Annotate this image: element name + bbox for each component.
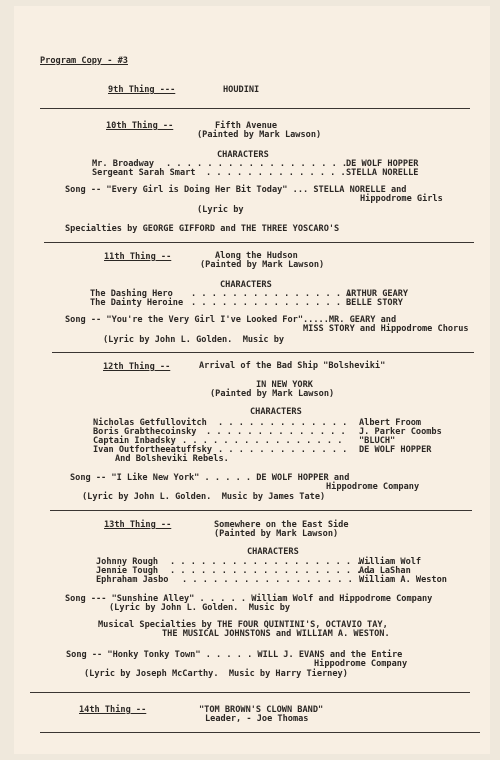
section-11-painter: (Painted by Mark Lawson) xyxy=(200,260,325,270)
section-13-song2-cont: Hippodrome Company xyxy=(314,659,408,669)
section-13-cast-actor: Ada LaShan xyxy=(359,566,411,576)
section-11-title: Along the Hudson xyxy=(215,251,298,261)
section-12-cast-role: Captain Inbadsky xyxy=(93,436,176,446)
section-10-heading: 10th Thing -- xyxy=(106,121,174,131)
section-13-cast-role: Jennie Tough xyxy=(96,566,159,576)
leader-dots: . . . . . . . . . . . . . . . . xyxy=(191,298,352,308)
section-13-cast-role: Ephraham Jasbo xyxy=(96,575,169,585)
section-11-cast-actor: BELLE STORY xyxy=(346,298,403,308)
divider xyxy=(40,732,480,733)
section-10-painter: (Painted by Mark Lawson) xyxy=(197,130,322,140)
section-14-title: "TOM BROWN'S CLOWN BAND" xyxy=(199,705,324,715)
section-13-cast-role: Johnny Rough xyxy=(96,557,159,567)
section-12-cast-role: Boris Grabthecoinsky xyxy=(93,427,197,437)
divider xyxy=(52,352,474,353)
section-10-cast-actor: DE WOLF HOPPER xyxy=(346,159,419,169)
section-12-location: IN NEW YORK xyxy=(256,380,313,390)
section-14-leader: Leader, - Joe Thomas xyxy=(205,714,309,724)
section-13-song2-lyric: (Lyric by Joseph McCarthy. Music by Harry Tierney) xyxy=(84,669,348,679)
section-12-characters-label: CHARACTERS xyxy=(250,407,302,417)
section-10-song-cont: Hippodrome Girls xyxy=(360,194,443,204)
section-10-song: Song -- "Every Girl is Doing Her Bit Today" ... STELLA NORELLE and xyxy=(65,185,407,195)
section-12-cast-role: Nicholas Getfullovitch xyxy=(93,418,207,428)
leader-dots: . . . . . . . . . . . . . . . . xyxy=(191,289,352,299)
section-12-painter: (Painted by Mark Lawson) xyxy=(210,389,335,399)
section-12-song: Song -- "I Like New York" . . . . . DE WOLF HOPPER and xyxy=(70,473,350,483)
section-13-cast-actor: William A. Weston xyxy=(359,575,447,585)
section-11-cast-role: The Dashing Hero xyxy=(90,289,173,299)
section-12-cast-extra: And Bolsheviki Rebels. xyxy=(115,454,229,464)
section-12-title: Arrival of the Bad Ship "Bolsheviki" xyxy=(199,361,386,371)
section-9-heading: 9th Thing --- xyxy=(108,85,176,95)
leader-dots: . . . . . . . . . . . . . . . . . . . . xyxy=(170,557,372,567)
leader-dots: . . . . . . . . . . . . . . . xyxy=(206,168,357,178)
program-header: Program Copy - #3 xyxy=(40,56,128,66)
section-13-specialties: Musical Specialties by THE FOUR QUINTINI'S, OCTAVIO TAY, xyxy=(98,620,388,630)
section-13-cast-actor: William Wolf xyxy=(359,557,422,567)
section-9-title: HOUDINI xyxy=(223,85,260,95)
section-12-cast-actor: Albert Froom xyxy=(359,418,422,428)
section-11-cast-role: The Dainty Heroine xyxy=(90,298,184,308)
divider xyxy=(30,692,470,693)
section-12-cast-actor: J. Parker Coombs xyxy=(359,427,442,437)
paper-page xyxy=(14,6,490,754)
section-12-heading: 12th Thing -- xyxy=(103,362,171,372)
section-10-cast-role: Sergeant Sarah Smart xyxy=(92,168,196,178)
divider xyxy=(44,242,474,243)
divider xyxy=(50,510,472,511)
section-12-cast-actor: "BLUCH" xyxy=(359,436,396,446)
section-11-heading: 11th Thing -- xyxy=(104,252,172,262)
section-12-song-cont: Hippodrome Company xyxy=(326,482,420,492)
section-14-heading: 14th Thing -- xyxy=(79,705,147,715)
leader-dots: . . . . . . . . . . . . . . xyxy=(206,427,346,437)
leader-dots: . . . . . . . . . . . . . . . . xyxy=(182,436,343,446)
section-10-specialties: Specialties by GEORGE GIFFORD and THE THREE YOSCARO'S xyxy=(65,224,340,234)
leader-dots: . . . . . . . . . . . . . . . . . . . xyxy=(182,575,374,585)
section-11-song-cont: MISS STORY and Hippodrome Chorus xyxy=(303,324,469,334)
section-13-song1: Song --- "Sunshine Alley" . . . . . William Wolf and Hippodrome Company xyxy=(65,594,433,604)
section-13-song2: Song -- "Honky Tonky Town" . . . . . WILL J. EVANS and the Entire xyxy=(66,650,403,660)
divider xyxy=(40,108,470,109)
section-11-lyric: (Lyric by John L. Golden. Music by xyxy=(103,335,285,345)
section-13-title: Somewhere on the East Side xyxy=(214,520,349,530)
section-12-lyric: (Lyric by John L. Golden. Music by James Tate) xyxy=(82,492,326,502)
leader-dots: . . . . . . . . . . . . . xyxy=(218,445,348,455)
section-10-title: Fifth Avenue xyxy=(215,121,278,131)
section-11-song: Song -- "You're the Very Girl I've Looked For".....MR. GEARY and xyxy=(65,315,397,325)
section-11-characters-label: CHARACTERS xyxy=(220,280,272,290)
section-10-characters-label: CHARACTERS xyxy=(217,150,269,160)
section-13-painter: (Painted by Mark Lawson) xyxy=(214,529,339,539)
section-13-characters-label: CHARACTERS xyxy=(247,547,299,557)
section-13-song1-lyric: (Lyric by John L. Golden. Music by xyxy=(109,603,291,613)
section-10-cast-role: Mr. Broadway xyxy=(92,159,155,169)
section-12-cast-role: Ivan Outfortheeatuffsky xyxy=(93,445,212,455)
leader-dots: . . . . . . . . . . . . . xyxy=(218,418,348,428)
section-10-cast-actor: STELLA NORELLE xyxy=(346,168,419,178)
leader-dots: . . . . . . . . . . . . . . . . . . . xyxy=(166,159,358,169)
section-12-cast-actor: DE WOLF HOPPER xyxy=(359,445,432,455)
section-13-heading: 13th Thing -- xyxy=(104,520,172,530)
section-13-specialties-cont: THE MUSICAL JOHNSTONS and WILLIAM A. WESTON. xyxy=(162,629,390,639)
section-10-lyric: (Lyric by xyxy=(197,205,244,215)
section-11-cast-actor: ARTHUR GEARY xyxy=(346,289,409,299)
leader-dots: . . . . . . . . . . . . . . . . . . . . xyxy=(170,566,372,576)
